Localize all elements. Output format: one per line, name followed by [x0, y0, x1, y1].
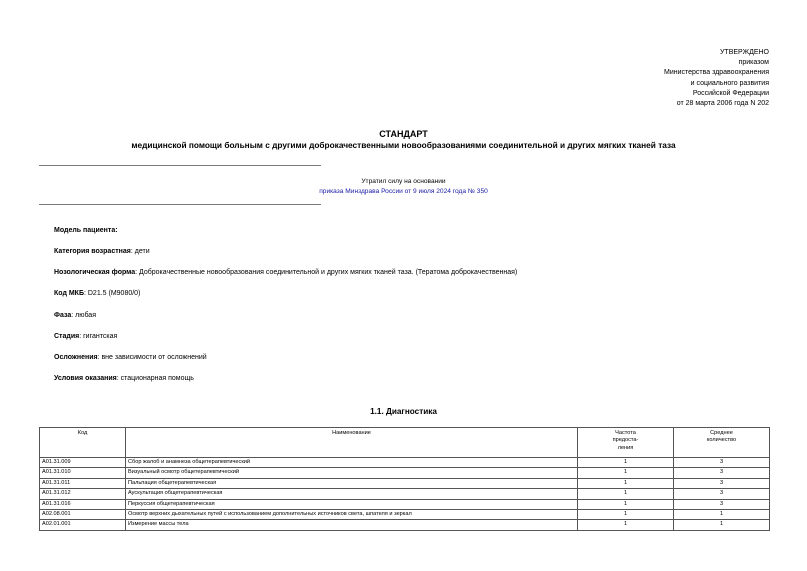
cell-code: A02.08.001 — [40, 510, 126, 520]
field-phase — [54, 312, 96, 319]
field-label: Категория возрастная — [54, 248, 131, 255]
cell-name: Визуальный осмотр общетерапевтический — [126, 468, 578, 478]
cell-code: A01.31.012 — [40, 489, 126, 499]
field-value: : D21.5 (M9080/0) — [83, 290, 141, 297]
cell-frequency: 1 — [578, 478, 674, 488]
table-row — [40, 478, 770, 488]
cell-average: 1 — [674, 520, 770, 530]
table-row — [40, 510, 770, 520]
lost-force-note: Утратил силу на основании — [361, 178, 446, 185]
field-icd-code — [54, 290, 140, 297]
field-value: : Доброкачественные новообразования соединительной и других мягких тканей таза. (Тератома доброкачественная) — [135, 269, 518, 276]
approval-line: и социального развития — [690, 79, 769, 87]
cell-frequency: 1 — [578, 499, 674, 509]
table-row — [40, 458, 770, 468]
table-row — [40, 499, 770, 509]
field-label: Стадия — [54, 333, 80, 340]
approval-block — [664, 48, 769, 109]
patient-model-heading — [54, 227, 118, 234]
approval-line: Министерства здравоохранения — [664, 69, 769, 77]
cell-average: 3 — [674, 468, 770, 478]
column-header-average: Среднее количество — [674, 428, 770, 458]
section-title: 1.1. Диагностика — [370, 407, 437, 416]
cell-average: 3 — [674, 458, 770, 468]
cell-average: 3 — [674, 478, 770, 488]
divider-top — [39, 165, 321, 166]
cell-name: Измерение массы тела — [126, 520, 578, 530]
cell-code: A01.31.011 — [40, 478, 126, 488]
field-label: Нозологическая форма — [54, 269, 136, 276]
cell-code: A02.01.001 — [40, 520, 126, 530]
cell-frequency: 1 — [578, 510, 674, 520]
cell-frequency: 1 — [578, 468, 674, 478]
lost-force-link-line — [0, 188, 807, 195]
cell-code: A01.31.016 — [40, 499, 126, 509]
divider-bottom — [39, 204, 321, 205]
cell-frequency: 1 — [578, 520, 674, 530]
patient-model-label: Модель пациента: — [54, 227, 118, 234]
document-subtitle: медицинской помощи больным с другими доброкачественными новообразованиями соединительной и других мягких тканей таза — [131, 140, 676, 150]
approval-line: приказом — [738, 59, 769, 67]
field-value: : стационарная помощь — [116, 375, 194, 382]
field-value: : дети — [130, 248, 150, 255]
cell-name: Осмотр верхних дыхательных путей с использованием дополнительных источников света, шпателя и зеркал — [126, 510, 578, 520]
approval-line: Российской Федерации — [692, 89, 769, 97]
cell-frequency: 1 — [578, 489, 674, 499]
document-title: СТАНДАРТ — [379, 129, 428, 139]
column-header-name: Наименование — [126, 428, 578, 458]
table-row — [40, 468, 770, 478]
cell-name: Пальпация общетерапевтическая — [126, 478, 578, 488]
cell-average: 3 — [674, 499, 770, 509]
field-value: : гигантская — [79, 333, 118, 340]
field-value: : вне зависимости от осложнений — [97, 354, 207, 361]
cell-name: Сбор жалоб и анамнеза общетерапевтический — [126, 458, 578, 468]
field-label: Осложнения — [54, 354, 98, 361]
field-age-category — [54, 248, 150, 255]
field-label: Фаза — [54, 312, 72, 319]
cell-code: A01.31.009 — [40, 458, 126, 468]
approval-line: от 28 марта 2006 года N 202 — [676, 100, 769, 108]
table-header-row — [40, 428, 770, 458]
field-value: : любая — [71, 312, 96, 319]
field-label: Условия оказания — [54, 375, 117, 382]
field-label: Код МКБ — [54, 290, 84, 297]
cell-frequency: 1 — [578, 458, 674, 468]
diagnostics-table — [39, 427, 770, 531]
table-row — [40, 520, 770, 530]
column-header-code: Код — [40, 428, 126, 458]
cell-average: 3 — [674, 489, 770, 499]
lost-force-link[interactable]: приказа Минздрава России от 9 июля 2024 года № 350 — [319, 188, 488, 195]
column-header-frequency: Частота предоста- ления — [578, 428, 674, 458]
field-complications — [54, 354, 207, 361]
cell-average: 1 — [674, 510, 770, 520]
field-nosology — [54, 269, 517, 276]
table-row — [40, 489, 770, 499]
cell-name: Аускультация общетерапевтическая — [126, 489, 578, 499]
field-care-conditions — [54, 375, 194, 382]
cell-name: Перкуссия общетерапевтическая — [126, 499, 578, 509]
approval-line: УТВЕРЖДЕНО — [719, 49, 769, 56]
cell-code: A01.31.010 — [40, 468, 126, 478]
field-stage — [54, 333, 117, 340]
